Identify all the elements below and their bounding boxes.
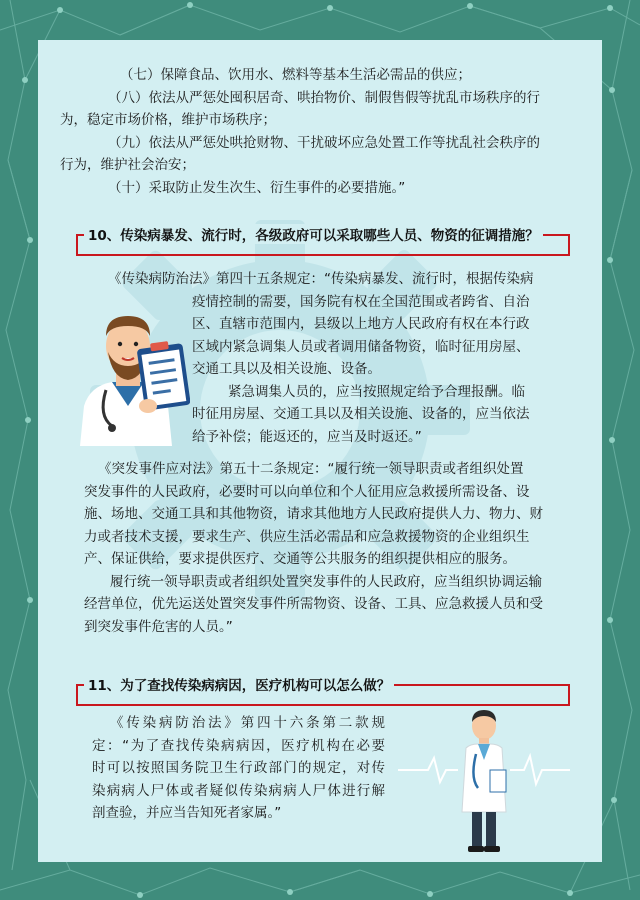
text-line: 力或者技术支援，要求生产、供应生活必需品和应急救援物资的企业组织生 [84,528,530,545]
text-line: 定：“为了查找传染病病因，医疗机构在必要 [92,737,385,754]
text-line: （九）依法从严惩处哄抢财物、干扰破坏应急处置工作等扰乱社会秩序的 [108,134,540,151]
text-line: 履行统一领导职责或者组织处置突发事件的人民政府，应当组织协调运输 [110,573,542,590]
text-line: 产、保证供给，要求提供医疗、交通等公共服务的组织提供相应的服务。 [84,551,516,567]
text-line: 为，稳定市场价格，维护市场秩序； [60,112,276,128]
text-line: 区域内紧急调集人员或者调用储备物资，临时征用房屋、 [192,338,530,355]
text-line: 时可以按照国务院卫生行政部门的规定，对传 [92,760,385,776]
q10-law2 [84,458,568,638]
text-line: 行为，维护社会治安； [60,157,195,173]
text-line: 给予补偿；能返还的，应当及时返还。” [192,428,422,445]
heading-q10: 10、传染病暴发、流行时，各级政府可以采取哪些人员、物资的征调措施？ [84,224,543,244]
heading-q11: 11、为了查找传染病病因，医疗机构可以怎么做？ [84,674,394,694]
text-line: 施、场地、交通工具和其他物资，请求其他地方人民政府提供人力、物力、财 [84,506,543,522]
top-section [60,64,540,199]
text-line: 《突发事件应对法》第五十二条规定：“履行统一领导职责或者组织处置 [98,461,524,477]
text-line: 《传染病防治法》第四十六条第二款规 [110,715,385,731]
text-line: 剖查验，并应当告知死者家属。” [92,805,282,821]
text-line: （十）采取防止发生次生、衍生事件的必要措施。” [108,179,406,196]
text-line: 经营单位，优先运送处置突发事件所需物资、设备、工具、应急救援人员和受 [84,596,543,612]
text-line: 疫情控制的需要，国务院有权在全国范围或者跨省、自治 [192,293,530,310]
doctor-standing-icon [398,708,570,856]
q11-law [92,712,385,825]
text-line: 交通工具以及相关设施、设备。 [192,361,381,377]
text-line: 区、直辖市范围内，县级以上地方人民政府有权在本行政 [192,316,530,332]
text-line: 紧急调集人员的，应当按照规定给予合理报酬。临 [228,383,525,400]
text-line: 突发事件的人民政府，必要时可以向单位和个人征用应急救援所需设备、设 [84,483,530,500]
text-line: 《传染病防治法》第四十五条规定：“传染病暴发、流行时，根据传染病 [108,271,534,287]
text-line: 时征用房屋、交通工具以及相关设施、设备的，应当依法 [192,406,530,422]
text-line: （八）依法从严惩处囤积居奇、哄抬物价、制假售假等扰乱市场秩序的行 [108,89,540,106]
text-line: 染病病人尸体或者疑似传染病病人尸体进行解 [92,782,385,799]
q10-law1 [110,268,565,448]
heartbeat-line-icon [398,758,458,782]
text-line: 到突发事件危害的人员。” [84,618,233,635]
text-line: （七）保障食品、饮用水、燃料等基本生活必需品的供应； [120,67,471,83]
